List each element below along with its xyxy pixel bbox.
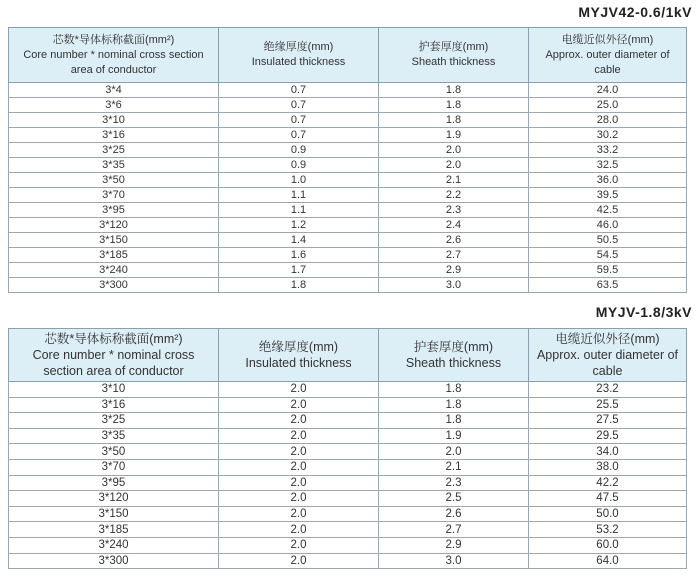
cross-section-cell: 3*16 bbox=[9, 397, 219, 413]
header-diameter-en: Approx. outer diameter of cable bbox=[536, 348, 679, 378]
sheath-cell: 2.9 bbox=[379, 537, 529, 553]
cross-section-cell: 3*95 bbox=[9, 475, 219, 491]
table2-body bbox=[9, 382, 687, 569]
header-cross-section bbox=[9, 28, 219, 83]
sheath-cell: 3.0 bbox=[379, 278, 529, 293]
table-row bbox=[9, 218, 687, 233]
diameter-cell: 39.5 bbox=[529, 188, 687, 203]
table2-title: MYJV-1.8/3kV bbox=[595, 304, 692, 320]
insulation-cell: 2.0 bbox=[219, 506, 379, 522]
sheath-cell: 1.8 bbox=[379, 397, 529, 413]
insulation-cell: 1.1 bbox=[219, 203, 379, 218]
cross-section-cell: 3*50 bbox=[9, 173, 219, 188]
cross-section-cell: 3*120 bbox=[9, 218, 219, 233]
diameter-cell: 63.5 bbox=[529, 278, 687, 293]
insulation-cell: 1.0 bbox=[219, 173, 379, 188]
table-row bbox=[9, 83, 687, 98]
insulation-cell: 0.7 bbox=[219, 128, 379, 143]
diameter-cell: 29.5 bbox=[529, 428, 687, 444]
sheath-cell: 2.4 bbox=[379, 218, 529, 233]
header-row bbox=[9, 28, 687, 83]
cross-section-cell: 3*240 bbox=[9, 537, 219, 553]
cross-section-cell: 3*4 bbox=[9, 83, 219, 98]
cross-section-cell: 3*10 bbox=[9, 113, 219, 128]
cross-section-cell: 3*50 bbox=[9, 444, 219, 460]
sheath-cell: 2.0 bbox=[379, 444, 529, 460]
sheath-cell: 2.0 bbox=[379, 158, 529, 173]
cross-section-cell: 3*185 bbox=[9, 522, 219, 538]
table-row bbox=[9, 158, 687, 173]
insulation-cell: 1.6 bbox=[219, 248, 379, 263]
cross-section-cell: 3*25 bbox=[9, 413, 219, 429]
sheath-cell: 2.9 bbox=[379, 263, 529, 278]
table1-title: MYJV42-0.6/1kV bbox=[578, 4, 692, 20]
sheath-cell: 1.9 bbox=[379, 428, 529, 444]
header-cross-section-zh: 芯数*导体标称截面(mm²) bbox=[52, 33, 175, 46]
sheath-cell: 1.8 bbox=[379, 413, 529, 429]
diameter-cell: 30.2 bbox=[529, 128, 687, 143]
insulation-cell: 2.0 bbox=[219, 444, 379, 460]
table-row bbox=[9, 143, 687, 158]
header-sheath-en: Sheath thickness bbox=[411, 56, 496, 68]
diameter-cell: 46.0 bbox=[529, 218, 687, 233]
insulation-cell: 1.8 bbox=[219, 278, 379, 293]
cross-section-cell: 3*6 bbox=[9, 98, 219, 113]
cross-section-cell: 3*300 bbox=[9, 553, 219, 569]
cross-section-cell: 3*70 bbox=[9, 459, 219, 475]
table-row bbox=[9, 278, 687, 293]
header-diameter-zh: 电缆近似外径(mm) bbox=[561, 33, 654, 46]
diameter-cell: 47.5 bbox=[529, 491, 687, 507]
sheath-cell: 2.3 bbox=[379, 203, 529, 218]
table1-body bbox=[9, 83, 687, 293]
table-row bbox=[9, 113, 687, 128]
header-diameter bbox=[529, 329, 687, 382]
cross-section-cell: 3*185 bbox=[9, 248, 219, 263]
sheath-cell: 1.8 bbox=[379, 98, 529, 113]
sheath-cell: 3.0 bbox=[379, 553, 529, 569]
sheath-cell: 2.1 bbox=[379, 173, 529, 188]
cross-section-cell: 3*150 bbox=[9, 233, 219, 248]
insulation-cell: 2.0 bbox=[219, 475, 379, 491]
table-row bbox=[9, 188, 687, 203]
sheath-cell: 2.2 bbox=[379, 188, 529, 203]
insulation-cell: 0.9 bbox=[219, 143, 379, 158]
table-row bbox=[9, 248, 687, 263]
cross-section-cell: 3*240 bbox=[9, 263, 219, 278]
table-row bbox=[9, 413, 687, 429]
header-row bbox=[9, 329, 687, 382]
diameter-cell: 36.0 bbox=[529, 173, 687, 188]
diameter-cell: 25.5 bbox=[529, 397, 687, 413]
sheath-cell: 2.6 bbox=[379, 506, 529, 522]
header-sheath bbox=[379, 28, 529, 83]
diameter-cell: 34.0 bbox=[529, 444, 687, 460]
header-insulation bbox=[219, 329, 379, 382]
diameter-cell: 28.0 bbox=[529, 113, 687, 128]
header-sheath-zh: 护套厚度(mm) bbox=[413, 340, 494, 354]
insulation-cell: 2.0 bbox=[219, 537, 379, 553]
cross-section-cell: 3*25 bbox=[9, 143, 219, 158]
cross-section-cell: 3*35 bbox=[9, 428, 219, 444]
sheath-cell: 2.1 bbox=[379, 459, 529, 475]
insulation-cell: 2.0 bbox=[219, 522, 379, 538]
diameter-cell: 59.5 bbox=[529, 263, 687, 278]
sheath-cell: 2.5 bbox=[379, 491, 529, 507]
sheath-cell: 1.8 bbox=[379, 113, 529, 128]
cross-section-cell: 3*300 bbox=[9, 278, 219, 293]
sheath-cell: 2.7 bbox=[379, 522, 529, 538]
header-insulation-en: Insulated thickness bbox=[251, 56, 346, 68]
insulation-cell: 0.9 bbox=[219, 158, 379, 173]
sheath-cell: 1.9 bbox=[379, 128, 529, 143]
insulation-cell: 2.0 bbox=[219, 459, 379, 475]
table-row bbox=[9, 233, 687, 248]
table-row bbox=[9, 128, 687, 143]
cross-section-cell: 3*16 bbox=[9, 128, 219, 143]
diameter-cell: 32.5 bbox=[529, 158, 687, 173]
header-insulation-zh: 绝缘厚度(mm) bbox=[263, 41, 334, 53]
insulation-cell: 0.7 bbox=[219, 83, 379, 98]
table-row bbox=[9, 98, 687, 113]
table-row bbox=[9, 263, 687, 278]
table-row bbox=[9, 522, 687, 538]
insulation-cell: 0.7 bbox=[219, 113, 379, 128]
sheath-cell: 1.8 bbox=[379, 382, 529, 398]
diameter-cell: 50.0 bbox=[529, 506, 687, 522]
cross-section-cell: 3*95 bbox=[9, 203, 219, 218]
header-insulation-zh: 绝缘厚度(mm) bbox=[258, 340, 339, 354]
insulation-cell: 1.1 bbox=[219, 188, 379, 203]
insulation-cell: 1.4 bbox=[219, 233, 379, 248]
diameter-cell: 27.5 bbox=[529, 413, 687, 429]
cross-section-cell: 3*70 bbox=[9, 188, 219, 203]
table-row bbox=[9, 475, 687, 491]
header-cross-section-zh: 芯数*导体标称截面(mm²) bbox=[44, 332, 183, 346]
diameter-cell: 50.5 bbox=[529, 233, 687, 248]
header-diameter-zh: 电缆近似外径(mm) bbox=[555, 332, 660, 346]
cross-section-cell: 3*10 bbox=[9, 382, 219, 398]
header-cross-section bbox=[9, 329, 219, 382]
diameter-cell: 25.0 bbox=[529, 98, 687, 113]
diameter-cell: 42.5 bbox=[529, 203, 687, 218]
cross-section-cell: 3*150 bbox=[9, 506, 219, 522]
diameter-cell: 33.2 bbox=[529, 143, 687, 158]
spec-table-myjv42 bbox=[8, 27, 687, 293]
header-diameter-en: Approx. outer diameter of cable bbox=[545, 48, 670, 76]
table-row bbox=[9, 382, 687, 398]
table-row bbox=[9, 203, 687, 218]
insulation-cell: 2.0 bbox=[219, 491, 379, 507]
insulation-cell: 2.0 bbox=[219, 413, 379, 429]
table2-header bbox=[9, 329, 687, 382]
insulation-cell: 2.0 bbox=[219, 397, 379, 413]
table-row bbox=[9, 428, 687, 444]
header-sheath bbox=[379, 329, 529, 382]
diameter-cell: 38.0 bbox=[529, 459, 687, 475]
header-diameter bbox=[529, 28, 687, 83]
table-row bbox=[9, 506, 687, 522]
cross-section-cell: 3*120 bbox=[9, 491, 219, 507]
header-insulation bbox=[219, 28, 379, 83]
diameter-cell: 53.2 bbox=[529, 522, 687, 538]
sheath-cell: 2.0 bbox=[379, 143, 529, 158]
table-row bbox=[9, 444, 687, 460]
header-sheath-zh: 护套厚度(mm) bbox=[418, 41, 489, 53]
sheath-cell: 2.7 bbox=[379, 248, 529, 263]
table-row bbox=[9, 537, 687, 553]
table1-header bbox=[9, 28, 687, 83]
insulation-cell: 1.2 bbox=[219, 218, 379, 233]
header-sheath-en: Sheath thickness bbox=[405, 356, 502, 370]
insulation-cell: 1.7 bbox=[219, 263, 379, 278]
insulation-cell: 2.0 bbox=[219, 382, 379, 398]
header-cross-section-en: Core number * nominal cross section area of conductor bbox=[32, 348, 195, 378]
insulation-cell: 0.7 bbox=[219, 98, 379, 113]
diameter-cell: 42.2 bbox=[529, 475, 687, 491]
sheath-cell: 2.3 bbox=[379, 475, 529, 491]
cross-section-cell: 3*35 bbox=[9, 158, 219, 173]
sheath-cell: 1.8 bbox=[379, 83, 529, 98]
table-row bbox=[9, 491, 687, 507]
table-row bbox=[9, 173, 687, 188]
diameter-cell: 64.0 bbox=[529, 553, 687, 569]
insulation-cell: 2.0 bbox=[219, 553, 379, 569]
table-row bbox=[9, 553, 687, 569]
diameter-cell: 23.2 bbox=[529, 382, 687, 398]
insulation-cell: 2.0 bbox=[219, 428, 379, 444]
diameter-cell: 24.0 bbox=[529, 83, 687, 98]
diameter-cell: 60.0 bbox=[529, 537, 687, 553]
table-row bbox=[9, 397, 687, 413]
sheath-cell: 2.6 bbox=[379, 233, 529, 248]
spec-table-myjv bbox=[8, 328, 687, 569]
table-row bbox=[9, 459, 687, 475]
header-insulation-en: Insulated thickness bbox=[245, 356, 352, 370]
diameter-cell: 54.5 bbox=[529, 248, 687, 263]
header-cross-section-en: Core number * nominal cross section area of conductor bbox=[23, 48, 204, 76]
